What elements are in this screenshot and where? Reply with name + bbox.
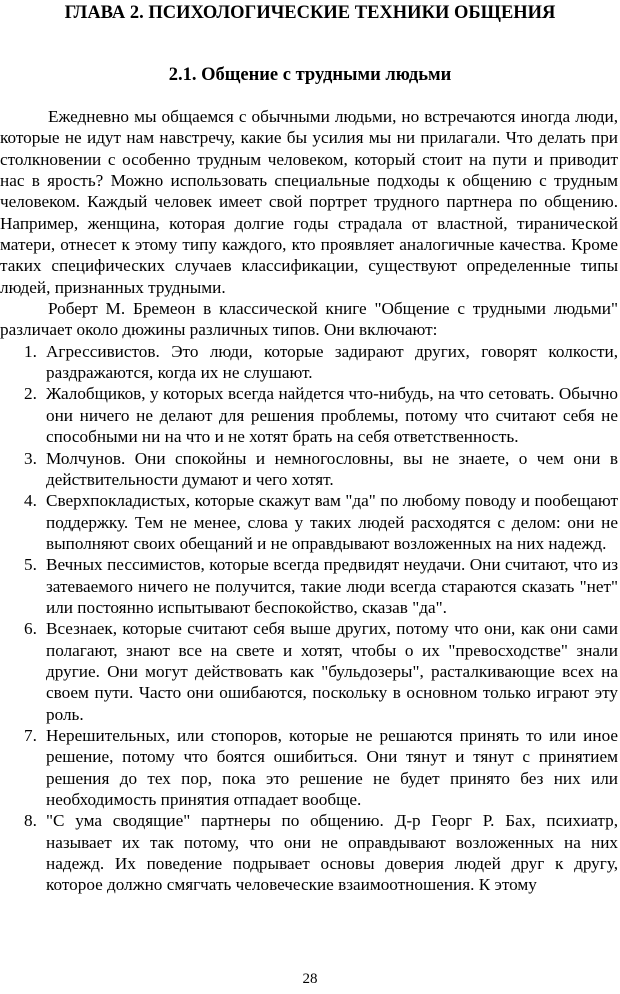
page-number: 28 xyxy=(302,971,318,987)
list-item-number: 1. xyxy=(24,341,37,361)
list-item xyxy=(0,490,618,554)
list-item-text: Жалобщиков, у которых всегда найдется что-нибудь, на что сетовать. Обычно они ничего не делают для решения проблемы, потому что считают себя не способными ни на что и не хотят брать на себя ответственность. xyxy=(46,384,618,447)
list-item xyxy=(0,554,618,618)
list-item-number: 2. xyxy=(24,384,37,404)
list-item-number: 4. xyxy=(24,491,37,511)
list-item xyxy=(0,383,618,447)
list-item xyxy=(0,725,618,810)
chapter-title: ГЛАВА 2. ПСИХОЛОГИЧЕСКИЕ ТЕХНИКИ ОБЩЕНИЯ xyxy=(64,3,556,23)
list-item-text: Сверхпокладистых, которые скажут вам "да" по любому поводу и пообещают поддержку. Тем не менее, слова у таких людей расходятся с делом: они не выполняют своих обещаний и не оправдывают возложенных на них надежд. xyxy=(46,491,618,553)
difficult-types-list xyxy=(0,341,618,896)
section-title: 2.1. Общение с трудными людьми xyxy=(168,65,452,85)
list-item xyxy=(0,448,618,491)
list-item-text: Вечных пессимистов, которые всегда предвидят неудачи. Они считают, что из затеваемого ничего не получится, такие люди всегда стараются сказать "нет" или постоянно испытывают беспокойство, сказав "да". xyxy=(46,555,618,617)
list-item-text: Нерешительных, или стопоров, которые не решаются принять то или иное решение, потому что боятся ошибиться. Они тянут и тянут с принятием решения до тех пор, пока это решение не будет принято без них или необходимость принятия отпадает вообще. xyxy=(46,725,618,809)
list-item-number: 5. xyxy=(24,555,37,575)
list-item xyxy=(0,810,618,895)
paragraph-intro: Ежедневно мы общаемся с обычными людьми, но встречаются иногда люди, которые не идут нам навстречу, какие бы усилия мы ни прилагали. Что делать при столкновении с особенно трудным человеком, который стоит на пути и приводит нас в ярость? Можно использовать специальные подходы к общению с трудным человеком. Каждый человек имеет свой портрет трудного партнера по общению. Например, женщина, которая долгие годы страдала от властной, тиранической матери, отнесет к этому типу каждого, кто проявляет аналогичные качества. Кроме таких специфических случаев классификации, существуют определенные типы людей, признанных трудными. xyxy=(0,107,618,297)
list-item-number: 7. xyxy=(24,725,37,745)
list-item-text: Всезнаек, которые считают себя выше других, потому что они, как они сами полагают, знают все на свете и хотят, чтобы о их "превосходстве" знали другие. Они могут действовать как "бульдозеры", расталкивающие всех на своем пути. Часто они ошибаются, поскольку в основном только играют эту роль. xyxy=(46,619,618,724)
body-text xyxy=(0,106,618,896)
list-item-text: "С ума сводящие" партнеры по общению. Д-р Георг Р. Бах, психиатр, называет их так потому, что они не оправдывают возложенных на них надежд. Их поведение подрывает основы доверия людей друг к другу, которое должно смягчать человеческие взаимоотношения. К этому xyxy=(46,811,618,895)
list-item xyxy=(0,341,618,384)
list-item-number: 6. xyxy=(24,619,37,639)
list-item-text: Агрессивистов. Это люди, которые задирают других, говорят колкости, раздражаются, когда их не слушают. xyxy=(46,341,618,383)
list-item-number: 8. xyxy=(24,811,37,831)
paragraph-types-intro: Роберт М. Бремеон в классической книге "Общение с трудными людьми" различает около дюжины различных типов. Они включают: xyxy=(0,299,618,340)
list-item xyxy=(0,618,618,725)
list-item-number: 3. xyxy=(24,448,37,468)
list-item-text: Молчунов. Они спокойны и немногословны, вы не знаете, о чем они в действительности думают и чего хотят. xyxy=(46,448,618,489)
